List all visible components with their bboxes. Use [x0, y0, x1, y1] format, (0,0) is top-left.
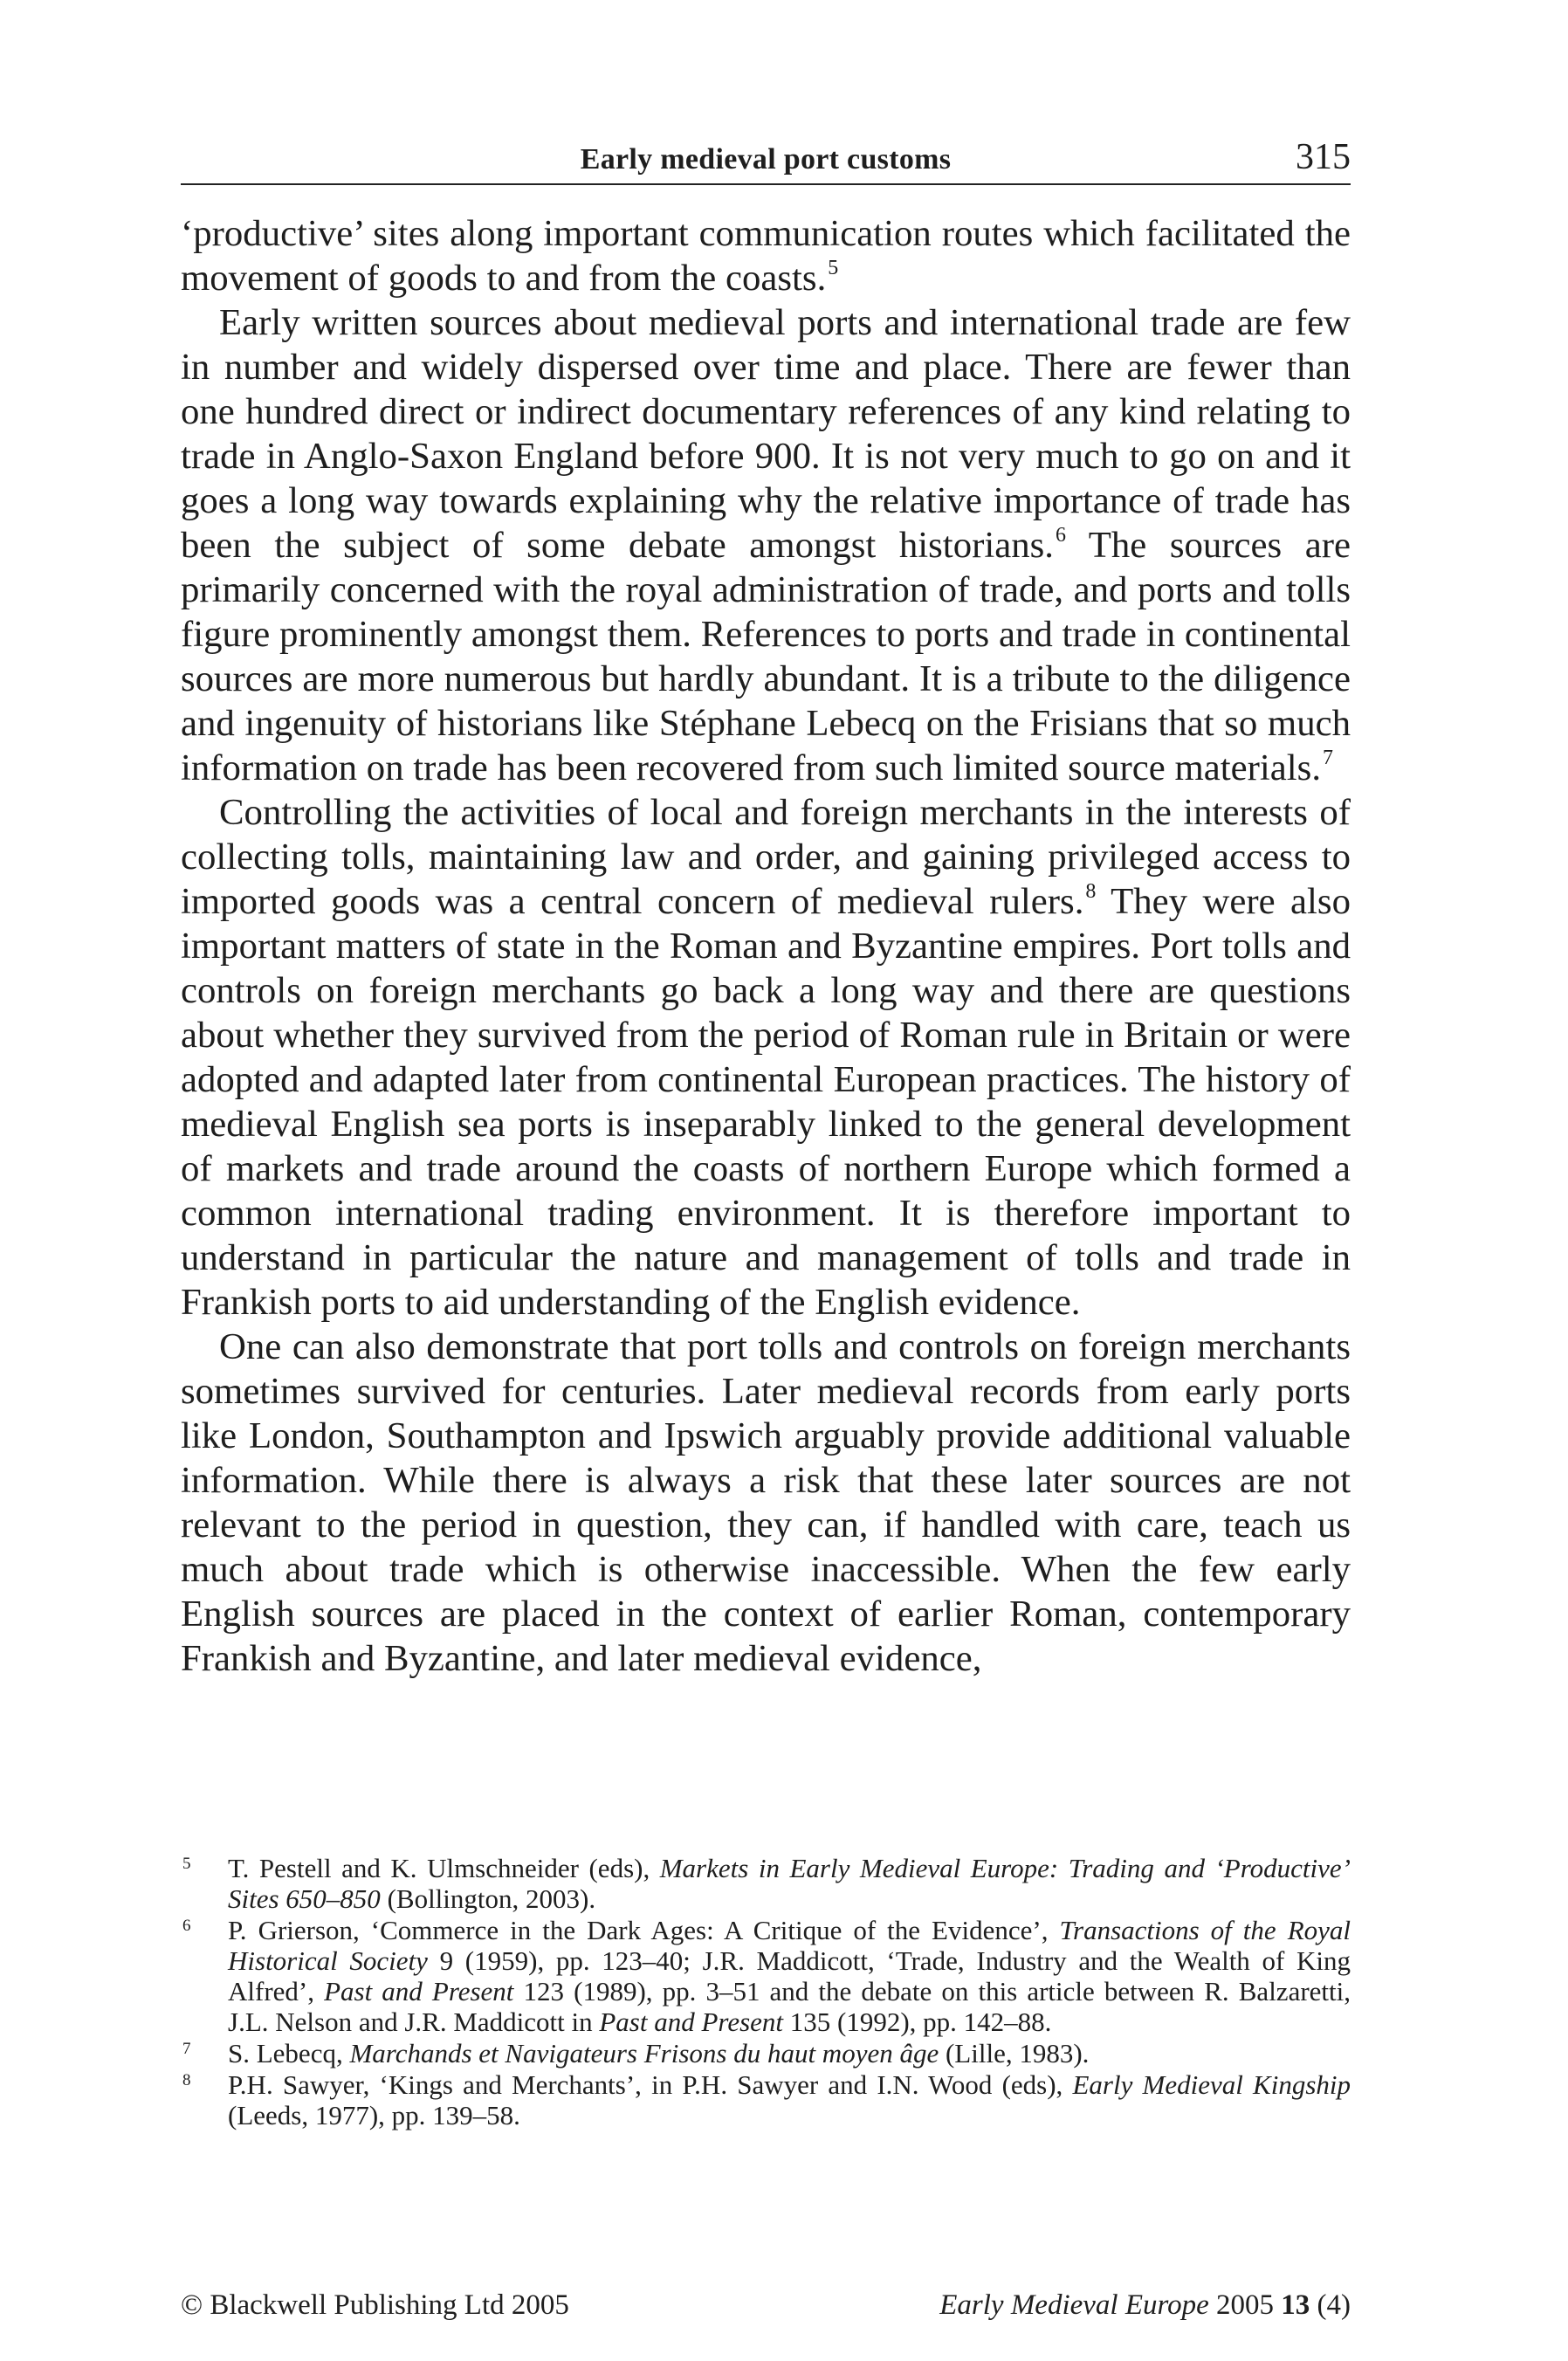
footnote-title: Transactions of the Royal Historical Society: [228, 1915, 1351, 1976]
footnote-text-part: P. Grierson, ‘Commerce in the Dark Ages: A Critique of the Evidence’,: [228, 1915, 1060, 1945]
footnote-8: [181, 2069, 1351, 2130]
footnote-text-part: (Bollington, 2003).: [380, 1883, 596, 1914]
paragraph-2-text-a: Early written sources about medieval ports and international trade are few in number and widely dispersed over time and place. There are fewer than one hundred direct or indirect documentary references of any kind relating to trade in Anglo-Saxon England before 900. It is not very much to go on and it goes a long way towards explaining why the relative importance of trade has been the subject of some debate amongst historians.: [181, 302, 1351, 566]
footnote-text: [228, 2069, 1351, 2130]
footnote-title: Markets in Early Medieval Europe: Trading and ‘Productive’ Sites 650–850: [228, 1853, 1351, 1914]
footnote-text-part: (Lille, 1983).: [939, 2038, 1090, 2068]
journal-year: 2005: [1208, 2289, 1282, 2321]
footnote-title: Marchands et Navigateurs Frisons du haut moyen âge: [349, 2038, 939, 2068]
footnote-title: Past and Present: [599, 2007, 784, 2037]
paragraph-4-text: One can also demonstrate that port tolls and controls on foreign merchants sometimes survived for centuries. Later medieval records from early ports like London, Southampton and Ipswich arguably provide additional valuable information. While there is always a risk that these later sources are not relevant to the period in question, they can, if handled with care, teach us much about trade which is otherwise inaccessible. When the few early English sources are placed in the context of earlier Roman, contemporary Frankish and Byzantine, and later medieval evidence,: [181, 1326, 1351, 1679]
running-title: Early medieval port customs: [580, 143, 952, 176]
footnote-text: [228, 1853, 1351, 1914]
footnote-mark: 6: [182, 1917, 191, 1935]
footnote-text-part: (Leeds, 1977), pp. 139–58.: [228, 2100, 520, 2130]
paragraph-2-text-b: The sources are primarily concerned with the royal administration of trade, and ports and tolls figure prominently amongst them. References to ports and trade in continental sources are more numerous but hardly abundant. It is a tribute to the diligence and ingenuity of historians like Stéphane Lebecq on the Frisians that so much information on trade has been recovered from such limited source materials.: [181, 525, 1351, 788]
footnote-6: [181, 1915, 1351, 2037]
footnote-5: [181, 1853, 1351, 1914]
paragraph-3-text-b: They were also important matters of state in the Roman and Byzantine empires. Port tolls and controls on foreign merchants go back a long way and there are questions about whether they survived from the period of Roman rule in Britain or were adopted and adapted later from continental European practices. The history of medieval English sea ports is inseparably linked to the general development of markets and trade around the coasts of northern Europe which formed a common international trading environment. It is therefore important to understand in particular the nature and management of tolls and trade in Frankish ports to aid understanding of the English evidence.: [181, 881, 1351, 1323]
footnotes: [181, 1853, 1351, 2131]
footnote-text-part: S. Lebecq,: [228, 2038, 350, 2068]
footnote-title: Past and Present: [324, 1976, 514, 2007]
paragraph-2: [181, 300, 1351, 790]
footnote-title: Early Medieval Kingship: [1072, 2069, 1351, 2100]
footnote-mark: 8: [182, 2071, 191, 2089]
footnote-ref-8[interactable]: 8: [1085, 880, 1097, 903]
footnote-text-part: 9 (1959), pp. 123–40; J.R. Maddicott, ‘Trade, Industry and the Wealth of King Alfred’,: [228, 1945, 1351, 2007]
body-text: [181, 211, 1351, 1681]
journal-name: Early Medieval Europe: [939, 2289, 1209, 2321]
footnote-text: [228, 1915, 1351, 2037]
paragraph-1: [181, 211, 1351, 300]
journal-issue: (4): [1310, 2289, 1351, 2321]
footnote-ref-6[interactable]: 6: [1055, 524, 1066, 547]
journal-volume: 13: [1281, 2289, 1310, 2321]
footnote-text-part: T. Pestell and K. Ulmschneider (eds),: [228, 1853, 660, 1883]
journal-page: [181, 131, 1351, 2321]
footnote-ref-7[interactable]: 7: [1323, 747, 1334, 769]
footnote-text-part: 135 (1992), pp. 142–88.: [783, 2007, 1052, 2037]
page-header: [181, 131, 1351, 185]
journal-citation: [939, 2288, 1351, 2323]
paragraph-3-text-a: Controlling the activities of local and foreign merchants in the interests of collecting tolls, maintaining law and order, and gaining privileged access to imported goods was a central concern of medieval rulers.: [181, 792, 1351, 922]
paragraph-3: [181, 790, 1351, 1325]
copyright-notice: © Blackwell Publishing Ltd 2005: [181, 2289, 569, 2321]
footnote-ref-5[interactable]: 5: [828, 257, 839, 279]
page-number: 315: [1296, 137, 1351, 177]
paragraph-4: [181, 1325, 1351, 1681]
footnote-7: [181, 2038, 1351, 2068]
footnote-mark: 7: [182, 2040, 191, 2058]
paragraph-1-text: ‘productive’ sites along important communication routes which facilitated the movement of goods to and from the coasts.: [181, 213, 1351, 299]
footnote-text-part: P.H. Sawyer, ‘Kings and Merchants’, in P.H. Sawyer and I.N. Wood (eds),: [228, 2069, 1073, 2100]
footnote-text: [228, 2038, 1351, 2068]
footnote-text-part: 123 (1989), pp. 3–51 and the debate on this article between R. Balzaretti, J.L. Nelson and J.R. Maddicott in: [228, 1976, 1351, 2037]
footnote-mark: 5: [182, 1855, 191, 1873]
